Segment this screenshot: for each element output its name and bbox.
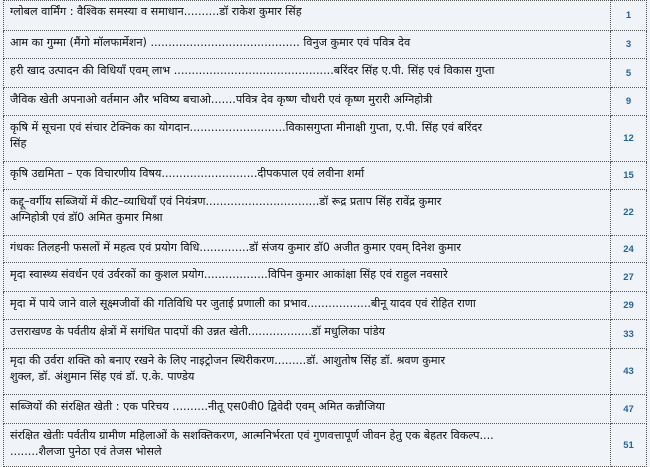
toc-entry[interactable] <box>3 88 647 116</box>
toc-entry[interactable] <box>3 162 647 190</box>
toc-entry-page-number[interactable]: 15 <box>611 162 647 190</box>
toc-entry-page-number[interactable]: 24 <box>611 236 647 263</box>
toc-entry-title: मृदा की उर्वरा शक्ति को बनाए रखने के लिए नाइट्रोजन स्थिरीकरण.........डॉ. आशुतोष सिंह डॉ. श्रवण कुमार शुक्ल, डॉ. अंशुमान सिंह एवं डॉ. ए.के. पाण्डेय <box>3 349 611 395</box>
toc-entry-page-number[interactable]: 47 <box>611 395 647 424</box>
toc-entry[interactable] <box>3 59 647 88</box>
toc-entry[interactable] <box>3 292 647 320</box>
toc-entry-title: सब्जियों की संरक्षित खेती : एक परिचय ..........नीतू एस0वी0 द्विवेदी एवम् अमित कन्नौजिया <box>3 395 611 424</box>
toc-entry[interactable] <box>3 395 647 424</box>
toc-entry[interactable] <box>3 236 647 263</box>
toc-entry-page-number[interactable]: 12 <box>611 116 647 162</box>
toc-entry[interactable] <box>3 320 647 349</box>
toc-entry-title: गंधकः तिलहनी फसलों में महत्व एवं प्रयोग विधि..............डॉ संजय कुमार डॉ0 अजीत कुमार एवम् दिनेश कुमार <box>3 236 611 263</box>
toc-entry[interactable] <box>3 116 647 162</box>
toc-entry-title: जैविक खेती अपनाओ वर्तमान और भविष्य बचाओ.......पवित्र देव कृष्ण चौधरी एवं कृष्ण मुरारी अग्निहोत्री <box>3 88 611 116</box>
toc-entry-title: कृषि उद्यमिता – एक विचारणीय विषय...........................दीपकपाल एवं लवीना शर्मा <box>3 162 611 190</box>
toc-entry-page-number[interactable]: 1 <box>611 0 647 31</box>
toc-entry-title: संरक्षित खेतीः पर्वतीय ग्रामीण महिलाओं के सशक्तिकरण, आत्मनिर्भरता एवं गुणवत्तापूर्ण जीवन हेतु एक बेहतर विकल्प.... ........शैलजा पुनेठा एवं तेजस भोसले <box>3 424 611 467</box>
toc-entry[interactable] <box>3 0 647 31</box>
toc-entry[interactable] <box>3 190 647 236</box>
toc-entry-title: कृषि में सूचना एवं संचार टेक्निक का योगदान...........................विकासगुप्ता मीनाक्षी गुप्ता, ए.पी. सिंह एवं बरिंदर सिंह <box>3 116 611 162</box>
toc-entry-title: ग्लोबल वार्मिंग : वैश्विक समस्या व समाधान..........डॉ राकेश कुमार सिंह <box>3 0 611 31</box>
toc-entry-title: आम का गुम्मा (मैंगो मॉलफार्मेशन) .......................................... विनुज कुमार एवं पवित्र देव <box>3 31 611 59</box>
toc-entry[interactable] <box>3 424 647 467</box>
toc-entry-page-number[interactable]: 22 <box>611 190 647 236</box>
toc-entry-title: हरी खाद उत्पादन की विधियाँ एवम् लाभ .............................................बरिंदर सिंह ए.पी. सिंह एवं विकास गुप्ता <box>3 59 611 88</box>
toc-entry[interactable] <box>3 263 647 292</box>
toc-entry-title: उत्तराखण्ड के पर्वतीय क्षेत्रों में सगंधित पादपों की उन्नत खेती..................डॉ मधुलिका पांडेय <box>3 320 611 349</box>
toc-entry-title: मृदा में पाये जाने वाले सूक्ष्मजीवों की गतिविधि पर जुताई प्रणाली का प्रभाव..................बीनू यादव एवं रोहित राणा <box>3 292 611 320</box>
toc-entry-page-number[interactable]: 33 <box>611 320 647 349</box>
toc-entry[interactable] <box>3 31 647 59</box>
toc-entry-page-number[interactable]: 3 <box>611 31 647 59</box>
toc-entry-page-number[interactable]: 51 <box>611 424 647 467</box>
toc-entry[interactable] <box>3 349 647 395</box>
toc-entry-page-number[interactable]: 29 <box>611 292 647 320</box>
toc-entry-page-number[interactable]: 9 <box>611 88 647 116</box>
toc-entry-page-number[interactable]: 5 <box>611 59 647 88</box>
toc-entry-title: मृदा स्वास्थ्य संवर्धन एवं उर्वरकों का कुशल प्रयोग..................विपिन कुमार आकांक्षा सिंह एवं राहुल नवसारे <box>3 263 611 292</box>
toc-entry-page-number[interactable]: 43 <box>611 349 647 395</box>
toc-entry-page-number[interactable]: 27 <box>611 263 647 292</box>
toc-entry-title: कद्दू–वर्गीय सब्जियों में कीट–व्याधियाँ एवं नियंत्रण................................डॉ रूद्र प्रताप सिंह रावेंद्र कुमार अग्निहोत्री एवं डॉ0 अमित कुमार मिश्रा <box>3 190 611 236</box>
